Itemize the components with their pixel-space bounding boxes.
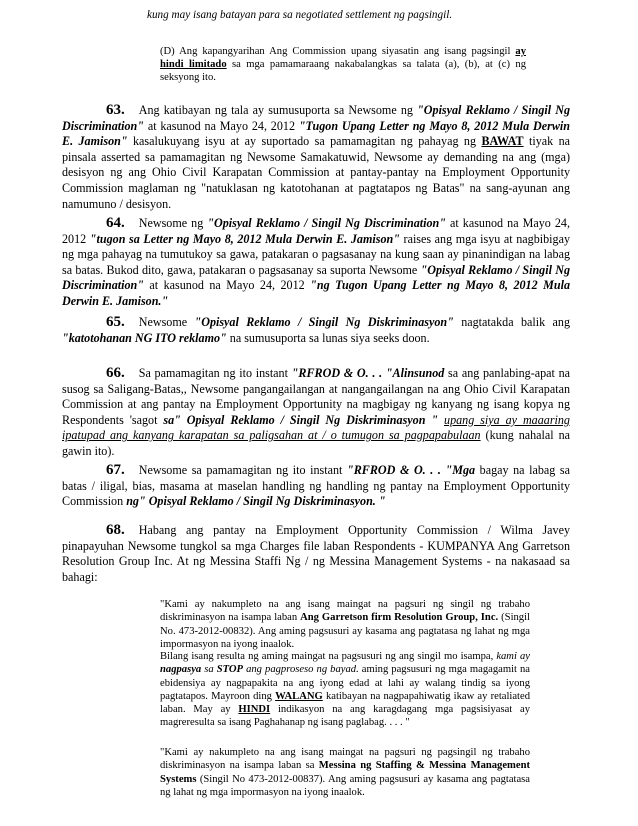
bold-italic-title: "Opisyal Reklamo / Singil Ng Discrimination": [207, 216, 446, 230]
italic-text: kami ay: [496, 651, 530, 662]
italic-text: sa: [201, 664, 217, 676]
text: Bilang isang resulta ng aming maingat na pagsusuri ng ang singil mo isampa,: [160, 651, 497, 662]
paragraph-68: [62, 523, 570, 585]
bold-italic-title: "RFROD & O. . . "Alinsunod: [291, 366, 445, 380]
paragraph-64: [62, 216, 570, 310]
text: tiyak na pinsala asserted sa pamamagitan ng Newsome Samakatuwid, Newsome ay demanding na ang (mga) desisyon ng ang Ohio Civil Karapatan Commission at pantay-pantay na Employment Opportunity Commission maglaman ng "natuklasan ng katotohanan at pagtatapos ng Batas" na sang-ayunan ang namumuno / desisyon.: [62, 134, 571, 211]
paragraph-67: [62, 463, 570, 510]
clause-d-emphasis: ay hindi limitado: [160, 46, 526, 71]
bold-italic-title: "ng Tugon Upang Letter ng Mayo 8, 2012 Mula Derwin E. Jamison.": [62, 278, 570, 308]
italic-text: ang pagproseso ng bayad.: [243, 664, 359, 676]
bold-italic-title: "Tugon Upang Letter ng Mayo 8, 2012 Mula Derwin E. Jamison": [62, 118, 570, 149]
text: Newsome sa pamamagitan ng ito instant: [138, 463, 347, 477]
text: aming pagsusuri ng mga magagamit na ebidensiya ay nagpapakita na ang iyong edad at lahi ay walang tindig sa iyong pagtatapos. Mayroon ding: [160, 664, 531, 702]
text: at kasunod na Mayo 24, 2012: [62, 216, 570, 246]
underlined-emphasis: BAWAT: [481, 134, 524, 149]
text: (Singil No. 473-2012-00832). Ang aming pagsusuri ay kasama ang pagtatasa ng lahat ng mga impormasyon na iyong inaalok.: [160, 612, 530, 650]
bold-italic-title: "Opisyal Reklamo / Singil Ng Diskriminasyon": [194, 315, 454, 329]
underlined-italic-text: upang siya ay maaaring ipatupad ang kanyang karapatan sa paligsahan at / o tumugon sa pagpapabulaan: [62, 412, 570, 443]
text: katibayan na nagpapahiwatig ikaw ay retaliated laban. May ay: [160, 690, 530, 716]
text: "Kami ay nakumpleto na ang isang maingat na pagsuri ng singil ng trabaho diskriminasyon na isampa laban: [160, 599, 530, 624]
text: at kasunod na Mayo 24, 2012: [143, 278, 311, 293]
paragraph-number: 63.: [106, 102, 125, 118]
bold-company-name: Ang Garretson firm Resolution Group, Inc.: [300, 612, 499, 624]
paragraph-number: 67.: [106, 462, 125, 478]
quote-2: [160, 650, 530, 730]
paragraph-number: 68.: [106, 522, 125, 538]
text: (kung nahalal na gawin ito).: [62, 428, 570, 458]
text: indikasyon na ang karagdagang mga pagsisiyasat ay magreresulta sa isang Paghahanap ng isang paglabag. . . . ": [160, 704, 530, 729]
paragraph-number: 66.: [106, 365, 125, 381]
paragraph-number: 64.: [106, 215, 125, 231]
paragraph-65: [62, 315, 570, 346]
text: at kasunod na Mayo 24, 2012: [143, 118, 299, 133]
bold-italic-title: "Opisyal Reklamo / Singil Ng Discrimination": [62, 262, 570, 293]
bold-italic-title: "RFROD & O. . . "Mga: [346, 463, 476, 477]
clause-d: [160, 45, 526, 85]
bold-italic-title: "katotohanan NG ITO reklamo": [62, 330, 227, 345]
clause-d-text-end: sa mga pamamaraang nakabalangkas sa talata (a), (b), at (c) ng seksyong ito.: [160, 59, 526, 84]
bold-italic-title: sa" Opisyal Reklamo / Singil Ng Diskriminasyon ": [163, 412, 439, 427]
text: (Singil No 473-2012-00837). Ang aming pagsusuri ay kasama ang pagtatasa ng lahat ng mga impormasyon na iyong inaalok.: [160, 773, 530, 798]
quote-3: [160, 746, 530, 799]
top-italic-line: kung may isang batayan para sa negotiated settlement ng pagsingil.: [147, 9, 453, 21]
text: Ang katibayan ng tala ay sumusuporta sa Newsome ng: [138, 103, 418, 117]
quote-1: [160, 598, 530, 651]
bold-italic-text: nagpasya: [160, 664, 202, 676]
text: Habang ang pantay na Employment Opportunity Commission / Wilma Javey pinapayuhan Newsome tungkol sa mga Charges file laban Respondents - KUMPANYA Ang Garretson Resolution Group Inc. At ng Messina Staffi Ng / ng Messina Management Systems - na nakasaad sa bahagi:: [62, 523, 570, 584]
text: Newsome ng: [138, 216, 208, 230]
text: kasalukuyang isyu at ay suportado sa pamamagitan ng pahayag ng: [127, 134, 482, 149]
text: sa ang panlabing-apat na susog sa Saligang-Batas,, Newsome pangangailangan at nangangailangan na ang Ohio Civil Karapatan Commission at ang pantay na Employment Opportunity na magbigay ng kanyang ng isang kopya ng Respondents 'sagot: [62, 366, 570, 427]
paragraph-66: [62, 366, 570, 460]
text: "Kami ay nakumpleto na ang isang maingat na pagsuri ng pagsingil ng trabaho diskriminasyon na isampa laban sa: [160, 747, 530, 772]
text: na sumusuporta sa lunas siya seeks doon.: [226, 330, 430, 345]
text: nagtatakda balik ang: [453, 315, 570, 329]
text: bagay na labag sa batas / iligal, bias, masama at maselan handling ng handling ng pantay na Employment Opportunity Commission: [62, 463, 570, 509]
text: Sa pamamagitan ng ito instant: [138, 366, 292, 380]
bold-italic-title: "Opisyal Reklamo / Singil Ng Discrimination": [62, 103, 570, 133]
text: Newsome: [138, 315, 195, 329]
bold-italic-title: ng" Opisyal Reklamo / Singil Ng Diskriminasyon. ": [126, 494, 386, 509]
bold-italic-text: STOP: [216, 664, 244, 676]
bold-italic-title: "tugon sa Letter ng Mayo 8, 2012 Mula Derwin E. Jamison": [89, 231, 400, 246]
clause-d-text: (D) Ang kapangyarihan Ang Commission upang siyasatin ang isang pagsingil: [160, 46, 516, 57]
underlined-emphasis: HINDI: [238, 704, 271, 716]
paragraph-63: [62, 103, 570, 212]
underlined-emphasis: WALANG: [275, 690, 323, 702]
text: raises ang mga isyu at nagbibigay ng mga pahayag na tumutukoy sa gawa, patakaran o pagsasanay na kung saan ay pinanindigan na labag sa batas. Bukod dito, gawa, patakaran o pagsasanay sa suporta Newsome: [62, 231, 570, 277]
paragraph-number: 65.: [106, 314, 125, 330]
bold-company-name: Messina ng Staffing & Messina Management Systems: [160, 760, 530, 785]
